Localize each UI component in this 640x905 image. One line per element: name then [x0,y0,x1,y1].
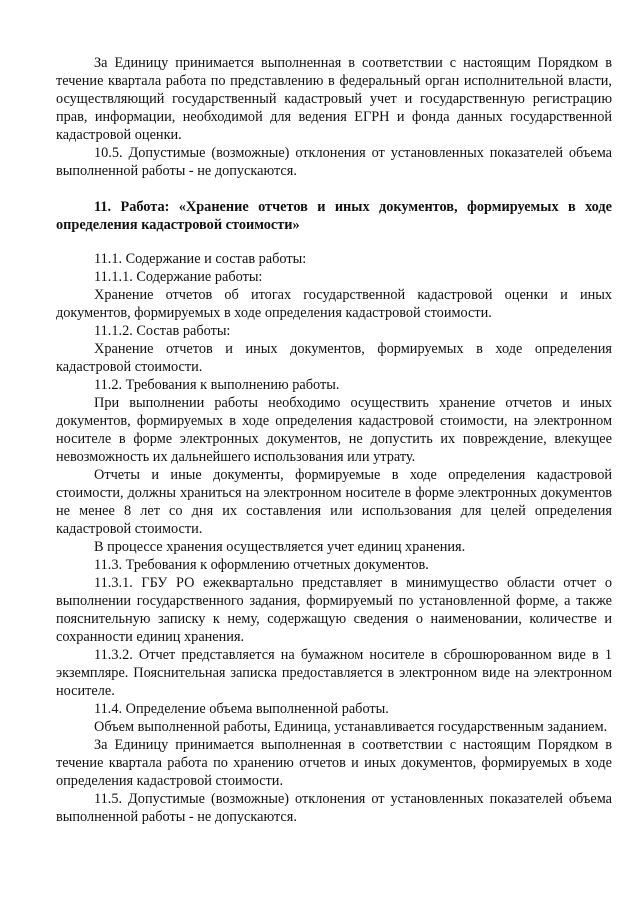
paragraph-content-text: Хранение отчетов об итогах государственной кадастровой оценки и иных документов, формируемых в ходе определения кадастровой стоимости. [56,287,612,321]
spacer [56,180,612,198]
paragraph-storage-accounting: В процессе хранения осуществляется учет единиц хранения. [94,539,466,555]
spacer [56,234,612,250]
paragraph-11-1-1: 11.1.1. Содержание работы: [94,269,263,285]
paragraph-composition-text: Хранение отчетов и иных документов, формируемых в ходе определения кадастровой стоимости. [56,341,612,375]
paragraph-11-5: 11.5. Допустимые (возможные) отклонения от установленных показателей объема выполненной работы - не допускаются. [56,791,612,825]
paragraph-11-3-1: 11.3.1. ГБУ РО ежеквартально представляет в минимущество области отчет о выполнении государственного задания, формируемый по установленной форме, а также пояснительную записку к нему, содержащую сведения о наименовании, количестве и сохранности единиц хранения. [56,575,612,645]
paragraph-11-3: 11.3. Требования к оформлению отчетных документов. [94,557,429,573]
paragraph-unit-storage: За Единицу принимается выполненная в соответствии с настоящим Порядком в течение квартала работа по хранению отчетов и иных документов, формируемых в ходе определения кадастровой стоимости. [56,737,612,789]
paragraph-11-4: 11.4. Определение объема выполненной работы. [94,701,389,717]
paragraph-unit-definition: За Единицу принимается выполненная в соответствии с настоящим Порядком в течение квартала работа по представлению в федеральный орган исполнительной власти, осуществляющий государственный кадастровый учет и государственную регистрацию прав, информации, необходимой для ведения ЕГРН и фонда данных государственной кадастровой оценки. [56,55,612,143]
paragraph-10-5: 10.5. Допустимые (возможные) отклонения от установленных показателей объема выполненной работы - не допускаются. [56,145,612,179]
document-page [56,54,612,826]
paragraph-volume-definition: Объем выполненной работы, Единица, устанавливается государственным заданием. [94,719,608,735]
paragraph-11-3-2: 11.3.2. Отчет представляется на бумажном носителе в сброшюрованном виде в 1 экземпляре. Пояснительная записка предоставляется в электронном виде на электронном носителе. [56,647,612,699]
paragraph-storage-period: Отчеты и иные документы, формируемые в ходе определения кадастровой стоимости, должны храниться на электронном носителе в форме электронных документов не менее 8 лет со дня их составления или использования для целей определения кадастровой стоимости. [56,467,612,537]
section-heading-11: 11. Работа: «Хранение отчетов и иных документов, формируемых в ходе определения кадастровой стоимости» [56,199,612,233]
paragraph-storage-requirements: При выполнении работы необходимо осуществить хранение отчетов и иных документов, формируемых в ходе определения кадастровой стоимости, на электронном носителе в форме электронных документов, не допустить их повреждение, влекущее невозможность их дальнейшего использования или утрату. [56,395,612,465]
paragraph-11-1-2: 11.1.2. Состав работы: [94,323,231,339]
paragraph-11-1: 11.1. Содержание и состав работы: [94,251,307,267]
paragraph-11-2: 11.2. Требования к выполнению работы. [94,377,340,393]
